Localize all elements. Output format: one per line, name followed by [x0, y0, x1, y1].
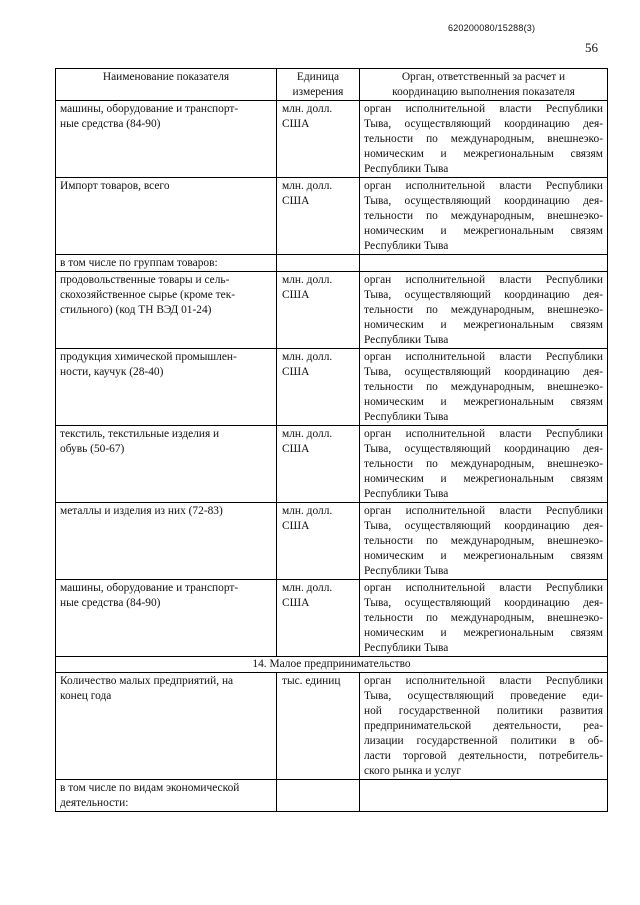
cell-unit — [277, 426, 360, 503]
text-line: США — [282, 366, 310, 378]
cell-responsible-org — [360, 503, 608, 580]
cell-responsible-org — [360, 178, 608, 255]
cell-responsible-org — [360, 426, 608, 503]
text-line: машины, оборудование и транспорт- — [60, 582, 239, 594]
cell-unit — [277, 503, 360, 580]
cell-unit — [277, 255, 360, 272]
cell-unit — [277, 673, 360, 780]
text-line: орган исполнительной власти Республики — [364, 428, 603, 440]
text-line: США — [282, 118, 310, 130]
text-line: металлы и изделия из них (72-83) — [60, 505, 223, 517]
text-line: млн. долл. — [282, 505, 333, 517]
text-line: Орган, ответственный за расчет и — [401, 71, 566, 83]
text-line: тельности по международным, внешнеэко- — [364, 535, 603, 547]
text-line: млн. долл. — [282, 180, 333, 192]
text-line: в том числе по группам товаров: — [60, 257, 218, 269]
text-line: ной государственной политики развития — [364, 705, 603, 717]
text-line: стильного) (код ТН ВЭД 01-24) — [60, 304, 212, 316]
cell-responsible-org — [360, 580, 608, 657]
text-line: млн. долл. — [282, 351, 333, 363]
cell-indicator-name — [56, 178, 277, 255]
section-row — [56, 657, 608, 673]
text-line: орган исполнительной власти Республики — [364, 675, 603, 687]
document-id: 620200080/15288(3) — [448, 23, 536, 33]
text-line: тыс. единиц — [282, 675, 341, 687]
text-line: млн. долл. — [282, 274, 333, 286]
text-line: номическим и межрегиональным связям — [364, 550, 603, 562]
text-line: США — [282, 520, 310, 532]
text-line: тельности по международным, внешнеэко- — [364, 458, 603, 470]
text-line: в том числе по видам экономической — [60, 782, 240, 794]
text-line: США — [282, 597, 310, 609]
text-line: Республики Тыва — [364, 565, 449, 577]
text-line: номическим и межрегиональным связям — [364, 148, 603, 160]
text-line: тельности по международным, внешнеэко- — [364, 381, 603, 393]
text-line: Республики Тыва — [364, 488, 449, 500]
text-line: номическим и межрегиональным связям — [364, 225, 603, 237]
text-line: Единица — [296, 71, 340, 83]
text-line: орган исполнительной власти Республики — [364, 274, 603, 286]
text-line: продовольственные товары и сель- — [60, 274, 230, 286]
text-line: продукция химической промышлен- — [60, 351, 237, 363]
cell-indicator-name — [56, 349, 277, 426]
text-line: Наименование показателя — [102, 71, 230, 83]
cell-indicator-name — [56, 426, 277, 503]
table-row — [56, 349, 608, 426]
text-line: орган исполнительной власти Республики — [364, 351, 603, 363]
table-row — [56, 780, 608, 812]
text-line: Импорт товаров, всего — [60, 180, 170, 192]
cell-indicator-name — [56, 272, 277, 349]
col-header-name — [56, 69, 277, 101]
text-line: ности, каучук (28-40) — [60, 366, 164, 378]
text-line: текстиль, текстильные изделия и — [60, 428, 220, 440]
section-title: 14. Малое предпринимательство — [56, 657, 608, 673]
cell-responsible-org — [360, 349, 608, 426]
page-number: 56 — [585, 40, 598, 55]
table-row — [56, 272, 608, 349]
text-line: тельности по международным, внешнеэко- — [364, 210, 603, 222]
text-line: номическим и межрегиональным связям — [364, 396, 603, 408]
text-line: ласти торговой деятельности, потребитель- — [364, 750, 603, 762]
text-line: предпринимательской деятельности, реа- — [364, 720, 603, 732]
cell-unit — [277, 349, 360, 426]
text-line: Республики Тыва — [364, 240, 449, 252]
cell-unit — [277, 101, 360, 178]
cell-unit — [277, 780, 360, 812]
cell-indicator-name — [56, 101, 277, 178]
text-line: Тыва, осуществляющий координацию дея- — [364, 597, 603, 609]
text-line: измерения — [292, 86, 344, 98]
text-line: номическим и межрегиональным связям — [364, 319, 603, 331]
text-line: тельности по международным, внешнеэко- — [364, 133, 603, 145]
text-line: Тыва, осуществляющий координацию дея- — [364, 520, 603, 532]
text-line: скохозяйственное сырье (кроме тек- — [60, 289, 236, 301]
cell-unit — [277, 272, 360, 349]
cell-responsible-org — [360, 673, 608, 780]
text-line: тельности по международным, внешнеэко- — [364, 304, 603, 316]
text-line: Количество малых предприятий, на — [60, 675, 234, 687]
table-row — [56, 101, 608, 178]
text-line: Республики Тыва — [364, 163, 449, 175]
cell-indicator-name — [56, 780, 277, 812]
text-line: Республики Тыва — [364, 334, 449, 346]
text-line: деятельности: — [60, 797, 129, 809]
text-line: Тыва, осуществляющий координацию дея- — [364, 366, 603, 378]
text-line: координацию выполнения показателя — [392, 86, 575, 98]
text-line: обувь (50-67) — [60, 443, 125, 455]
cell-indicator-name — [56, 673, 277, 780]
text-line: ные средства (84-90) — [60, 597, 161, 609]
text-line: орган исполнительной власти Республики — [364, 103, 603, 115]
text-line: номическим и межрегиональным связям — [364, 473, 603, 485]
text-line: лизации государственной политики в об- — [364, 735, 603, 747]
cell-responsible-org — [360, 780, 608, 812]
table-header-row — [56, 69, 608, 101]
indicators-table — [55, 68, 608, 812]
cell-unit — [277, 178, 360, 255]
text-line: млн. долл. — [282, 428, 333, 440]
cell-indicator-name — [56, 255, 277, 272]
table-row — [56, 673, 608, 780]
text-line: орган исполнительной власти Республики — [364, 180, 603, 192]
text-line: ные средства (84-90) — [60, 118, 161, 130]
table-row — [56, 426, 608, 503]
text-line: млн. долл. — [282, 103, 333, 115]
text-line: США — [282, 443, 310, 455]
col-header-unit — [277, 69, 360, 101]
text-line: США — [282, 289, 310, 301]
text-line: конец года — [60, 690, 112, 702]
cell-responsible-org — [360, 101, 608, 178]
text-line: номическим и межрегиональным связям — [364, 627, 603, 639]
cell-responsible-org — [360, 255, 608, 272]
text-line: Тыва, осуществляющий проведение еди- — [364, 690, 603, 702]
text-line: Республики Тыва — [364, 411, 449, 423]
cell-indicator-name — [56, 580, 277, 657]
table-row — [56, 580, 608, 657]
text-line: ского рынка и услуг — [364, 765, 462, 777]
text-line: машины, оборудование и транспорт- — [60, 103, 239, 115]
table-row — [56, 255, 608, 272]
text-line: Тыва, осуществляющий координацию дея- — [364, 118, 603, 130]
text-line: Республики Тыва — [364, 642, 449, 654]
text-line: Тыва, осуществляющий координацию дея- — [364, 195, 603, 207]
col-header-org — [360, 69, 608, 101]
table-row — [56, 503, 608, 580]
table-row — [56, 178, 608, 255]
text-line: Тыва, осуществляющий координацию дея- — [364, 443, 603, 455]
text-line: орган исполнительной власти Республики — [364, 505, 603, 517]
cell-indicator-name — [56, 503, 277, 580]
text-line: млн. долл. — [282, 582, 333, 594]
cell-unit — [277, 580, 360, 657]
text-line: тельности по международным, внешнеэко- — [364, 612, 603, 624]
text-line: орган исполнительной власти Республики — [364, 582, 603, 594]
cell-responsible-org — [360, 272, 608, 349]
text-line: США — [282, 195, 310, 207]
text-line: Тыва, осуществляющий координацию дея- — [364, 289, 603, 301]
